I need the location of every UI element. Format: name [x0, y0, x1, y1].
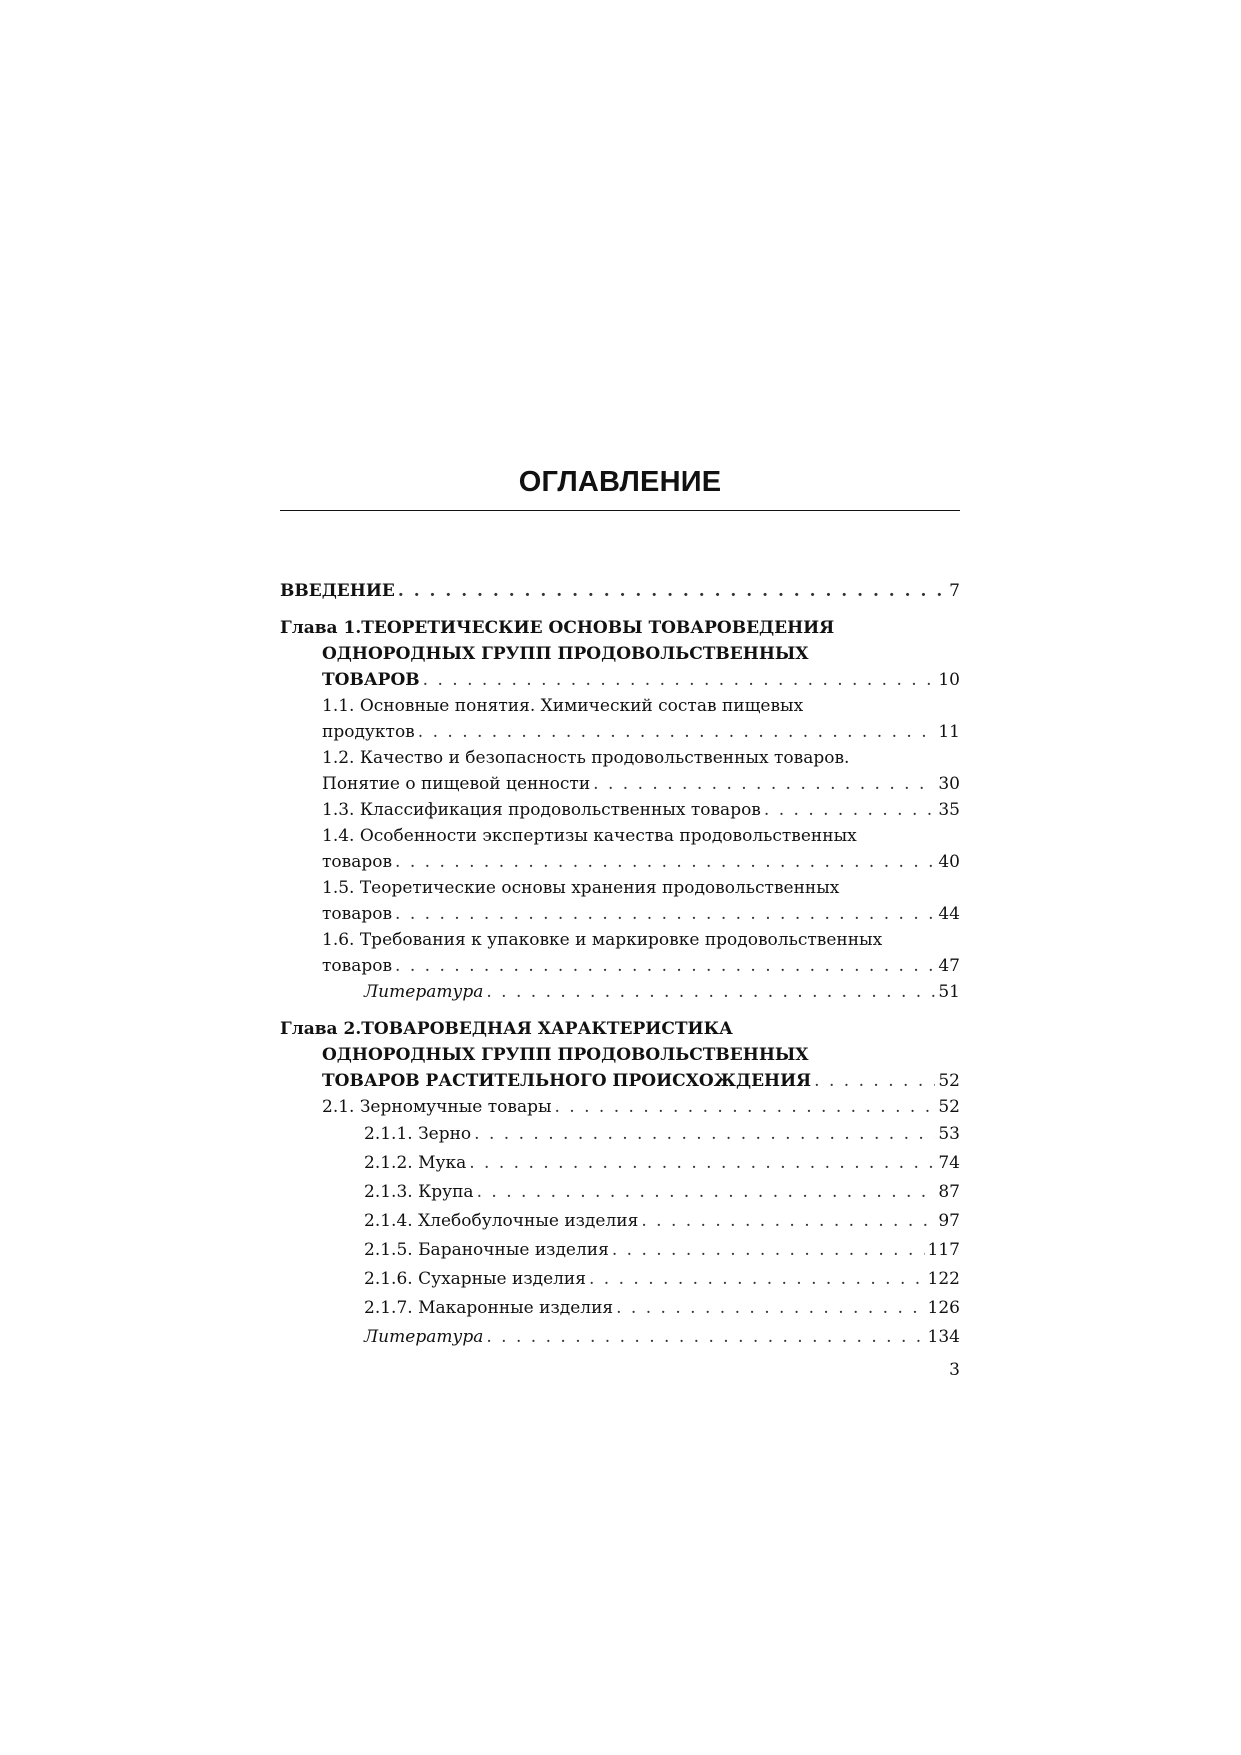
toc-leader-dots — [593, 771, 935, 797]
toc-page-number: 40 — [938, 852, 960, 872]
toc-leader-dots — [469, 1150, 935, 1176]
chapter-title-line: ТЕОРЕТИЧЕСКИЕ ОСНОВЫ ТОВАРОВЕДЕНИЯ — [361, 618, 835, 638]
chapter-title-line: ТОВАРОВЕДНАЯ ХАРАКТЕРИСТИКА — [361, 1019, 733, 1039]
toc-leader-dots — [486, 979, 935, 1005]
toc-page-number: 10 — [938, 670, 960, 690]
toc-leader-dots — [395, 953, 935, 979]
section-title: 1.4. Особенности экспертизы качества продовольственных — [322, 826, 857, 846]
chapter-prefix: Глава 2. — [280, 1019, 362, 1039]
section-title: 2.1.3. Крупа — [364, 1182, 474, 1202]
section-title: 2.1.1. Зерно — [364, 1124, 472, 1144]
literature-title: Литература — [364, 1327, 484, 1347]
toc-chapter-2-heading[interactable] — [280, 1016, 960, 1042]
toc-page-number: 87 — [938, 1182, 960, 1202]
section-title: 1.3. Классификация продовольственных товаров — [322, 800, 761, 820]
section-title: 1.2. Качество и безопасность продовольственных товаров. — [322, 748, 850, 768]
chapter-title-line: ОДНОРОДНЫХ ГРУПП ПРОДОВОЛЬСТВЕННЫХ — [322, 644, 809, 664]
toc-leader-dots — [398, 578, 946, 604]
toc-chapter-1-heading[interactable] — [280, 615, 960, 641]
chapter-title-line: ОДНОРОДНЫХ ГРУПП ПРОДОВОЛЬСТВЕННЫХ — [322, 1045, 809, 1065]
toc-section-1-6[interactable] — [322, 953, 960, 979]
toc-section-1-5-line-1 — [322, 875, 960, 901]
toc-chapter-2-line-2 — [322, 1042, 960, 1068]
toc-page-number: 117 — [927, 1240, 960, 1260]
toc-page-number: 11 — [938, 722, 960, 742]
toc-section-1-5[interactable] — [322, 901, 960, 927]
toc-leader-dots — [612, 1237, 925, 1263]
toc-section-1-1-line-1 — [322, 693, 960, 719]
section-title: 2.1. Зерномучные товары — [322, 1097, 552, 1117]
toc-page-number: 126 — [927, 1298, 960, 1318]
toc-page-number: 35 — [938, 800, 960, 820]
toc-page-number: 30 — [938, 774, 960, 794]
toc-page-number: 44 — [938, 904, 960, 924]
section-title: Понятие о пищевой ценности — [322, 774, 591, 794]
toc-section-2-1-1[interactable] — [364, 1121, 960, 1147]
section-title: 2.1.5. Бараночные изделия — [364, 1240, 609, 1260]
toc-leader-dots — [616, 1295, 924, 1321]
toc-chapter-2-line-3[interactable] — [322, 1068, 960, 1094]
chapter-title-line: ТОВАРОВ — [322, 670, 420, 690]
toc-entry-title: ВВЕДЕНИЕ — [280, 581, 395, 601]
toc-leader-dots — [555, 1094, 936, 1120]
toc-section-1-4[interactable] — [322, 849, 960, 875]
toc-section-1-2-line-1 — [322, 745, 960, 771]
section-title: 2.1.6. Сухарные изделия — [364, 1269, 586, 1289]
section-title: товаров — [322, 904, 393, 924]
toc-leader-dots — [641, 1208, 935, 1234]
toc-chapter-1-literature[interactable] — [364, 979, 960, 1005]
section-title: 2.1.2. Мука — [364, 1153, 467, 1173]
toc-page-number: 122 — [927, 1269, 960, 1289]
toc-leader-dots — [477, 1179, 936, 1205]
toc-leader-dots — [589, 1266, 925, 1292]
toc-page-number: 47 — [938, 956, 960, 976]
toc-page-number: 52 — [938, 1097, 960, 1117]
toc-page-number: 97 — [938, 1211, 960, 1231]
toc-section-1-1[interactable] — [322, 719, 960, 745]
toc-section-2-1-7[interactable] — [364, 1295, 960, 1321]
toc-leader-dots — [395, 849, 935, 875]
toc-leader-dots — [395, 901, 935, 927]
section-title: 1.6. Требования к упаковке и маркировке продовольственных — [322, 930, 883, 950]
toc-section-1-2[interactable] — [322, 771, 960, 797]
toc-section-1-3[interactable] — [322, 797, 960, 823]
chapter-title-line: ТОВАРОВ РАСТИТЕЛЬНОГО ПРОИСХОЖДЕНИЯ — [322, 1071, 812, 1091]
toc-section-1-4-line-1 — [322, 823, 960, 849]
toc-page-number: 52 — [938, 1071, 960, 1091]
toc-section-1-6-line-1 — [322, 927, 960, 953]
toc-leader-dots — [474, 1121, 935, 1147]
section-title: товаров — [322, 956, 393, 976]
page-number: 3 — [949, 1360, 960, 1380]
toc-chapter-1-line-3[interactable] — [322, 667, 960, 693]
toc-leader-dots — [486, 1324, 924, 1350]
toc-section-2-1-3[interactable] — [364, 1179, 960, 1205]
toc-leader-dots — [764, 797, 935, 823]
toc-entry-intro[interactable] — [280, 578, 960, 604]
toc-leader-dots — [423, 667, 936, 693]
section-title: 1.5. Теоретические основы хранения продовольственных — [322, 878, 840, 898]
section-title: товаров — [322, 852, 393, 872]
chapter-prefix: Глава 1. — [280, 618, 362, 638]
toc-page-number: 51 — [938, 982, 960, 1002]
section-title: 2.1.4. Хлебобулочные изделия — [364, 1211, 639, 1231]
literature-title: Литература — [364, 982, 484, 1002]
section-title: продуктов — [322, 722, 415, 742]
toc-page-number: 74 — [938, 1153, 960, 1173]
title-rule — [280, 510, 960, 511]
toc-leader-dots — [814, 1068, 935, 1094]
toc-page-number: 7 — [949, 581, 960, 601]
toc-chapter-2-literature[interactable] — [364, 1324, 960, 1350]
toc-section-2-1-5[interactable] — [364, 1237, 960, 1263]
section-title: 2.1.7. Макаронные изделия — [364, 1298, 614, 1318]
page-title: ОГЛАВЛЕНИЕ — [518, 466, 722, 498]
toc-leader-dots — [418, 719, 936, 745]
toc-section-2-1-6[interactable] — [364, 1266, 960, 1292]
toc-page-number: 53 — [938, 1124, 960, 1144]
toc-section-2-1[interactable] — [322, 1094, 960, 1120]
toc-section-2-1-4[interactable] — [364, 1208, 960, 1234]
toc-page-number: 134 — [927, 1327, 960, 1347]
toc-chapter-1-line-2 — [322, 641, 960, 667]
toc-section-2-1-2[interactable] — [364, 1150, 960, 1176]
section-title: 1.1. Основные понятия. Химический состав пищевых — [322, 696, 804, 716]
